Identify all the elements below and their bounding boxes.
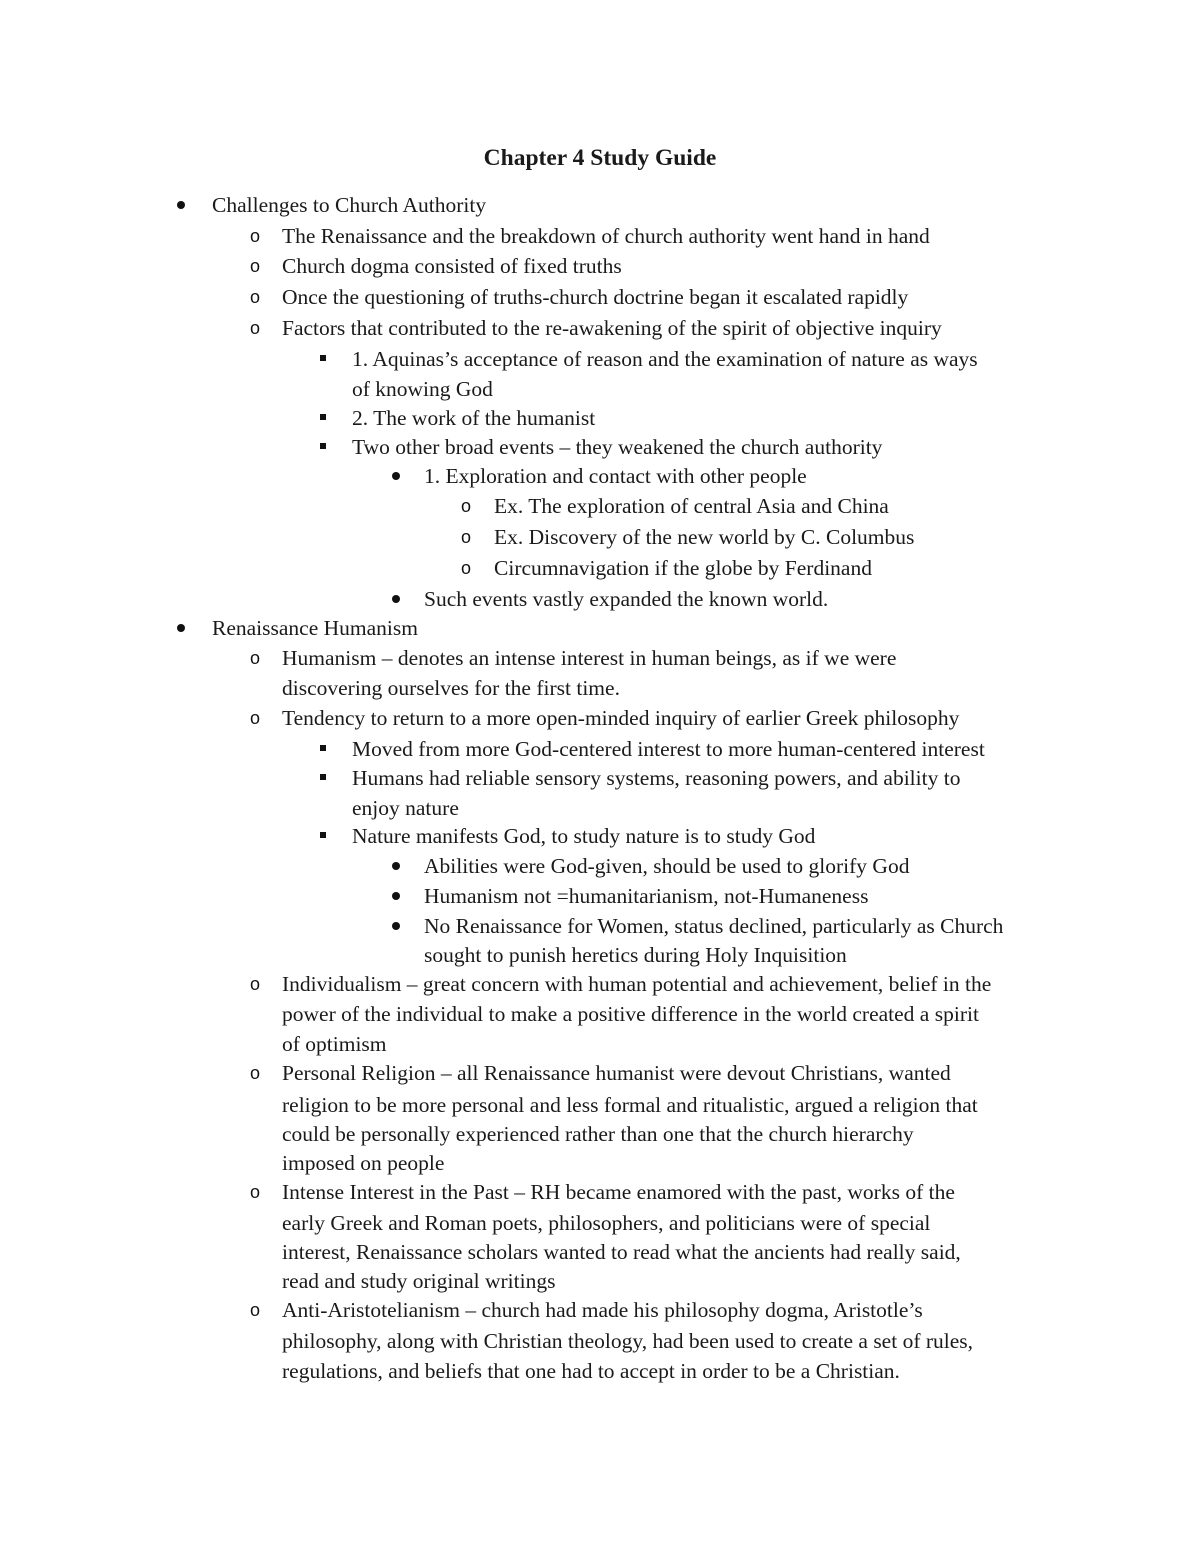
list-item <box>0 1326 1200 1356</box>
circle-bullet-icon: o <box>249 226 260 246</box>
list-item-text: Humanism – denotes an intense interest in human beings, as if we were <box>282 646 897 670</box>
list-item-text: imposed on people <box>282 1151 445 1175</box>
list-item-text: religion to be more personal and less formal and ritualistic, argued a religion that <box>282 1093 978 1117</box>
circle-bullet-icon: o <box>249 1063 260 1083</box>
list-item <box>0 584 1200 614</box>
list-item <box>0 763 1200 793</box>
list-item <box>0 881 1200 911</box>
list-item-text: The Renaissance and the breakdown of church authority went hand in hand <box>282 224 930 248</box>
list-item <box>0 282 1200 312</box>
list-item-text: Humanism not =humanitarianism, not-Humaneness <box>424 884 869 908</box>
circle-bullet-icon: o <box>460 558 471 578</box>
list-item <box>0 1266 1200 1296</box>
circle-bullet-icon: o <box>249 648 260 668</box>
list-item <box>0 734 1200 764</box>
list-item-text: Challenges to Church Authority <box>212 193 487 217</box>
list-item <box>0 1148 1200 1178</box>
list-item <box>0 221 1200 251</box>
list-item-text: Individualism – great concern with human potential and achievement, belief in the <box>282 972 992 996</box>
list-item <box>0 313 1200 343</box>
circle-bullet-icon: o <box>249 1182 260 1202</box>
list-item-text: Circumnavigation if the globe by Ferdinand <box>494 556 872 580</box>
list-item-text: Renaissance Humanism <box>212 616 418 640</box>
list-item-text: read and study original writings <box>282 1269 556 1293</box>
list-item-text: Nature manifests God, to study nature is to study God <box>352 824 816 848</box>
list-item-text: 1. Aquinas’s acceptance of reason and the examination of nature as ways <box>352 347 978 371</box>
list-item-text: 2. The work of the humanist <box>352 406 596 430</box>
list-item-text: of knowing God <box>352 377 493 401</box>
list-item-text: of optimism <box>282 1032 387 1056</box>
list-item-text: Personal Religion – all Renaissance humanist were devout Christians, wanted <box>282 1061 951 1085</box>
list-item-text: early Greek and Roman poets, philosophers, and politicians were of special <box>282 1211 931 1235</box>
list-item <box>0 491 1200 521</box>
list-item-text: Tendency to return to a more open-minded inquiry of earlier Greek philosophy <box>282 706 960 730</box>
list-item-text: Intense Interest in the Past – RH became enamored with the past, works of the <box>282 1180 955 1204</box>
list-item-text: regulations, and beliefs that one had to accept in order to be a Christian. <box>282 1359 900 1383</box>
list-item <box>0 1090 1200 1120</box>
circle-bullet-icon: o <box>249 708 260 728</box>
list-item <box>0 403 1200 433</box>
list-item-text: Factors that contributed to the re-awakening of the spirit of objective inquiry <box>282 316 942 340</box>
list-item <box>0 940 1200 970</box>
list-item <box>0 251 1200 281</box>
list-item-text: Once the questioning of truths-church doctrine began it escalated rapidly <box>282 285 909 309</box>
circle-bullet-icon: o <box>460 496 471 516</box>
list-item-text: Church dogma consisted of fixed truths <box>282 254 622 278</box>
list-item-text: discovering ourselves for the first time. <box>282 676 620 700</box>
list-item <box>0 1058 1200 1088</box>
circle-bullet-icon: o <box>249 1300 260 1320</box>
list-item <box>0 613 1200 643</box>
list-item-text: Anti-Aristotelianism – church had made his philosophy dogma, Aristotle’s <box>282 1298 923 1322</box>
circle-bullet-icon: o <box>249 256 260 276</box>
list-item-text: Moved from more God-centered interest to more human-centered interest <box>352 737 985 761</box>
list-item-text: power of the individual to make a positive difference in the world created a spirit <box>282 1002 979 1026</box>
circle-bullet-icon: o <box>249 974 260 994</box>
list-item <box>0 1208 1200 1238</box>
list-item <box>0 969 1200 999</box>
list-item-text: Two other broad events – they weakened the church authority <box>352 435 883 459</box>
list-item-text: Humans had reliable sensory systems, reasoning powers, and ability to <box>352 766 961 790</box>
list-item-text: Ex. The exploration of central Asia and China <box>494 494 889 518</box>
list-item <box>0 911 1200 941</box>
list-item <box>0 851 1200 881</box>
list-item-text: enjoy nature <box>352 796 459 820</box>
circle-bullet-icon: o <box>460 527 471 547</box>
page-title: Chapter 4 Study Guide <box>483 145 717 171</box>
list-item-text: sought to punish heretics during Holy Inquisition <box>424 943 847 967</box>
list-item <box>0 553 1200 583</box>
list-item <box>0 1295 1200 1325</box>
list-item <box>0 673 1200 703</box>
list-item-text: Abilities were God-given, should be used to glorify God <box>424 854 910 878</box>
list-item <box>0 1237 1200 1267</box>
circle-bullet-icon: o <box>249 287 260 307</box>
list-item <box>0 703 1200 733</box>
list-item-text: could be personally experienced rather than one that the church hierarchy <box>282 1122 914 1146</box>
list-item <box>0 190 1200 220</box>
list-item <box>0 643 1200 673</box>
list-item-text: Such events vastly expanded the known world. <box>424 587 829 611</box>
list-item <box>0 821 1200 851</box>
list-item <box>0 1119 1200 1149</box>
list-item-text: interest, Renaissance scholars wanted to read what the ancients had really said, <box>282 1240 961 1264</box>
list-item <box>0 1356 1200 1386</box>
list-item <box>0 999 1200 1029</box>
list-item <box>0 1177 1200 1207</box>
list-item-text: Ex. Discovery of the new world by C. Columbus <box>494 525 915 549</box>
circle-bullet-icon: o <box>249 318 260 338</box>
list-item-text: 1. Exploration and contact with other people <box>424 464 807 488</box>
list-item-text: philosophy, along with Christian theology, had been used to create a set of rules, <box>282 1329 974 1353</box>
list-item <box>0 374 1200 404</box>
list-item-text: No Renaissance for Women, status declined, particularly as Church <box>424 914 1004 938</box>
list-item <box>0 1029 1200 1059</box>
list-item <box>0 793 1200 823</box>
list-item <box>0 344 1200 374</box>
list-item <box>0 461 1200 491</box>
list-item <box>0 522 1200 552</box>
list-item <box>0 432 1200 462</box>
